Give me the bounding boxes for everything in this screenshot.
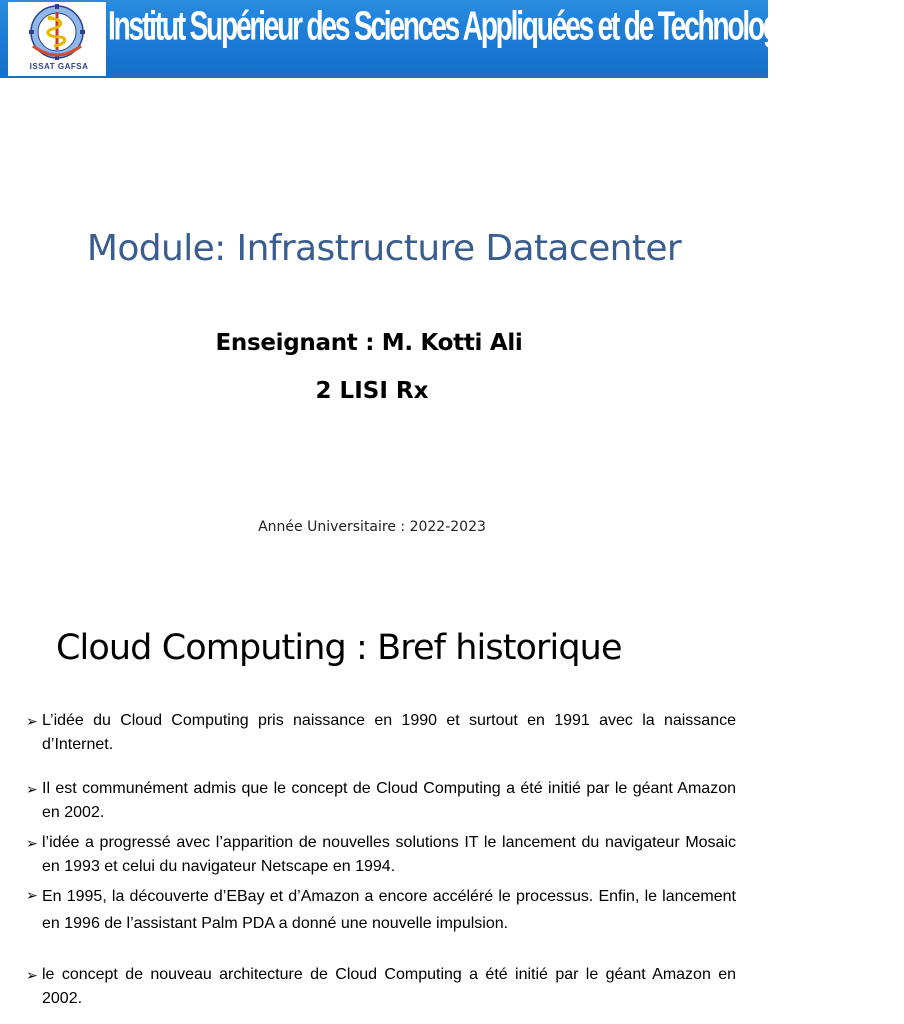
list-item bbox=[26, 777, 736, 825]
section-title: Cloud Computing : Bref historique bbox=[56, 628, 622, 668]
arrow-bullet-icon: ➢ bbox=[26, 967, 38, 983]
bullet-text: L’idée du Cloud Computing pris naissance en 1990 et surtout en 1991 avec la naissance d’Internet. bbox=[42, 712, 736, 753]
institute-name: Institut Supérieur des Sciences Appliquées et de Technologie de Gafsa bbox=[108, 4, 904, 49]
arrow-bullet-icon: ➢ bbox=[26, 713, 38, 729]
institute-header-banner bbox=[0, 0, 904, 78]
bullet-text: En 1995, la découverte d’EBay et d’Amazon a encore accéléré le processus. Enfin, le lancement en 1996 de l’assistant Palm PDA a donné une nouvelle impulsion. bbox=[42, 888, 736, 932]
history-bullet-list bbox=[26, 709, 736, 1011]
list-item bbox=[26, 883, 736, 937]
arrow-bullet-icon: ➢ bbox=[26, 887, 38, 903]
arrow-bullet-icon: ➢ bbox=[26, 835, 38, 851]
bullet-text: le concept de nouveau architecture de Cloud Computing a été initié par le géant Amazon en 2002. bbox=[42, 966, 736, 1007]
module-title: Module: Infrastructure Datacenter bbox=[86, 228, 682, 269]
list-item bbox=[26, 831, 736, 879]
list-item bbox=[26, 963, 736, 1011]
logo-caption: ISSAT GAFSA bbox=[29, 62, 89, 71]
teacher-name: Enseignant : M. Kotti Ali bbox=[215, 330, 523, 356]
academic-year: Année Universitaire : 2022-2023 bbox=[258, 519, 486, 535]
arrow-bullet-icon: ➢ bbox=[26, 781, 38, 797]
issat-logo bbox=[8, 2, 106, 76]
bullet-text: Il est communément admis que le concept de Cloud Computing a été initié par le géant Amazon en 2002. bbox=[42, 780, 736, 821]
bullet-text: l’idée a progressé avec l’apparition de nouvelles solutions IT le lancement du navigateur Mosaic en 1993 et celui du navigateur Netscape en 1994. bbox=[42, 834, 736, 875]
class-name: 2 LISI Rx bbox=[315, 378, 429, 404]
list-item bbox=[26, 709, 736, 757]
